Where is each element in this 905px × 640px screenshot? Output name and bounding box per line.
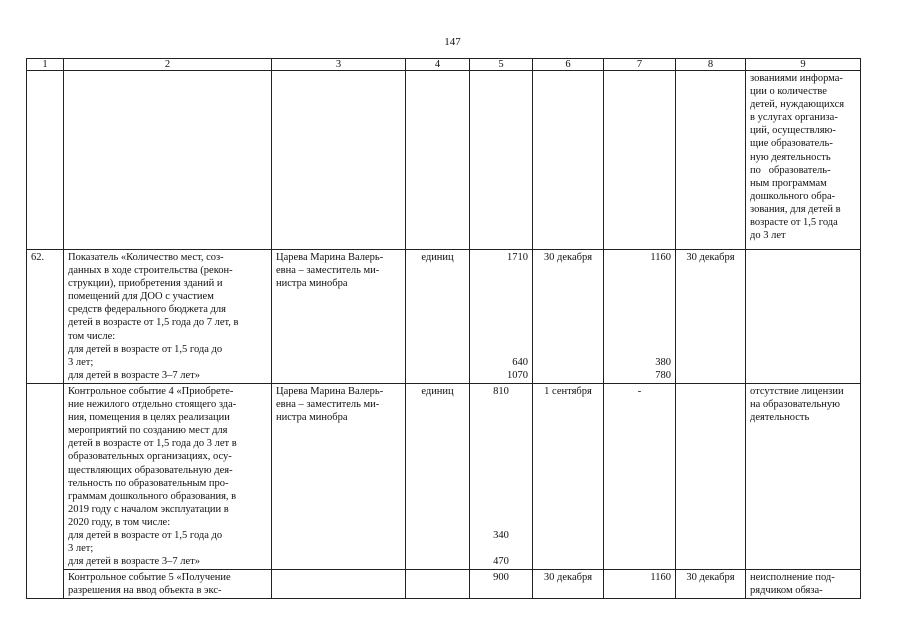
- description-line: Контрольное событие 5 «Получение: [68, 572, 231, 584]
- value-total: 1710: [507, 252, 528, 263]
- description-line: для детей в возрасте 3–7 лет»: [68, 556, 200, 568]
- column-header: 6: [533, 59, 604, 71]
- value-1-3-years: 340: [493, 529, 509, 541]
- column-header: 7: [604, 59, 676, 71]
- description-line: образовательных организациях, осу-: [68, 451, 232, 463]
- date-2020-cell: 30 декабря: [676, 570, 746, 599]
- event-description: [64, 570, 272, 599]
- column-header: 1: [27, 59, 64, 71]
- table-row-continuation: [27, 71, 861, 250]
- value-2019-cell: 900: [470, 570, 533, 599]
- responsible-line: нистра минобра: [276, 412, 348, 424]
- risk-text-line: отсутствие лицензии: [750, 385, 844, 397]
- value-total: 1160: [650, 252, 671, 263]
- page-number: 147: [444, 36, 461, 48]
- risk-text-line: на образовательную: [750, 399, 840, 411]
- value-total: 810: [493, 385, 509, 397]
- risk-text-line: ным программам: [750, 177, 827, 189]
- row-number: 62.: [27, 250, 64, 384]
- risk-text-line: ций, осуществляю-: [750, 125, 836, 137]
- value-3-7-years: 470: [493, 556, 509, 568]
- value-3-7-years: 1070: [507, 369, 528, 381]
- table-cell: [470, 71, 533, 250]
- table-row-event-4: [27, 383, 861, 569]
- risk-text-line: возрасте от 1,5 года: [750, 217, 838, 229]
- column-header: 4: [406, 59, 470, 71]
- description-line: 3 лет;: [68, 356, 94, 368]
- responsible-line: евна – заместитель ми-: [276, 265, 380, 277]
- risk-cell: [746, 570, 861, 599]
- description-line: для детей в возрасте от 1,5 года до: [68, 343, 223, 355]
- risk-text-line: ную деятельность: [750, 151, 831, 163]
- description-line: для детей в возрасте 3–7 лет»: [68, 369, 200, 381]
- value-2019-cell: [470, 250, 533, 384]
- risk-text-line: неисполнение под-: [750, 572, 835, 584]
- description-line: том числе:: [68, 330, 116, 342]
- header-row: [27, 59, 861, 71]
- column-header: 2: [64, 59, 272, 71]
- value-2020-cell: [604, 250, 676, 384]
- description-line: ния, помещения в целях реализации: [68, 412, 230, 424]
- risk-text-line: дошкольного обра-: [750, 190, 836, 202]
- column-header: 8: [676, 59, 746, 71]
- responsible-person: [272, 383, 406, 569]
- description-line: помещений для ДОО с участием: [68, 291, 214, 303]
- description-line: разрешения на ввод объекта в экс-: [68, 585, 222, 597]
- description-line: детей в возрасте от 1,5 года до 3 лет в: [68, 438, 237, 450]
- description-line: мероприятий по созданию мест для: [68, 425, 228, 437]
- description-line: средств федерального бюджета для: [68, 304, 226, 316]
- document-table-wrapper: [26, 58, 861, 599]
- description-line: данных в ходе строительства (рекон-: [68, 265, 233, 277]
- description-line: Показатель «Количество мест, соз-: [68, 252, 224, 263]
- value-3-7-years: 780: [655, 369, 671, 381]
- risk-cell: [746, 71, 861, 250]
- risk-cell: [746, 383, 861, 569]
- table-row-62: [27, 250, 861, 384]
- table-cell: [272, 71, 406, 250]
- date-2019-cell: 30 декабря: [533, 570, 604, 599]
- indicator-description: [64, 250, 272, 384]
- table-cell: [604, 71, 676, 250]
- description-line: ние нежилого отдельно стоящего зда-: [68, 399, 237, 411]
- value-2020-cell: 1160: [604, 570, 676, 599]
- table-cell: [64, 71, 272, 250]
- date-2019-cell: 1 сентября: [533, 383, 604, 569]
- description-line: 3 лет;: [68, 543, 94, 555]
- unit-cell: [406, 570, 470, 599]
- risk-cell: [746, 250, 861, 384]
- risk-text-line: зованиями информа-: [750, 73, 843, 84]
- value-1-3-years: 640: [512, 356, 528, 368]
- value-2019-cell: [470, 383, 533, 569]
- description-line: ществляющих образовательную дея-: [68, 464, 233, 476]
- responsible-person: [272, 250, 406, 384]
- unit-cell: единиц: [406, 383, 470, 569]
- description-line: 2020 году, в том числе:: [68, 516, 171, 528]
- risk-text-line: детей, нуждающихся: [750, 99, 845, 111]
- risk-text-line: по образователь-: [750, 164, 831, 176]
- table-cell: [676, 383, 746, 569]
- unit-cell: единиц: [406, 250, 470, 384]
- column-header: 9: [746, 59, 861, 71]
- value-1-3-years: 380: [655, 356, 671, 368]
- risk-text-line: в услугах организа-: [750, 112, 838, 124]
- date-2019-cell: 30 декабря: [533, 250, 604, 384]
- table-row-event-5: [27, 570, 861, 599]
- responsible-line: нистра минобра: [276, 278, 348, 290]
- table-cell: [27, 383, 64, 569]
- date-2020-cell: 30 декабря: [676, 250, 746, 384]
- plan-table: [26, 58, 861, 599]
- risk-text-line: щие образователь-: [750, 138, 833, 150]
- responsible-line: Царева Марина Валерь-: [276, 385, 384, 397]
- event-description: [64, 383, 272, 569]
- risk-text-line: зования, для детей в: [750, 203, 841, 215]
- description-line: струкции), приобретения зданий и: [68, 278, 223, 290]
- description-line: детей в возрасте от 1,5 года до 7 лет, в: [68, 317, 239, 329]
- description-line: 2019 году с началом эксплуатации в: [68, 503, 229, 515]
- value-2020-cell: -: [604, 383, 676, 569]
- column-header: 5: [470, 59, 533, 71]
- description-line: граммам дошкольного образования, в: [68, 490, 237, 502]
- table-cell: [27, 71, 64, 250]
- responsible-person: [272, 570, 406, 599]
- table-cell: [27, 570, 64, 599]
- risk-text-line: ции о количестве: [750, 86, 827, 98]
- responsible-line: Царева Марина Валерь-: [276, 252, 384, 263]
- table-cell: [533, 71, 604, 250]
- risk-text-line: деятельность: [750, 412, 810, 424]
- description-line: Контрольное событие 4 «Приобрете-: [68, 385, 234, 397]
- table-cell: [406, 71, 470, 250]
- table-cell: [676, 71, 746, 250]
- description-line: тельность по образовательным про-: [68, 477, 229, 489]
- responsible-line: евна – заместитель ми-: [276, 399, 380, 411]
- column-header: 3: [272, 59, 406, 71]
- risk-text-line: до 3 лет: [750, 230, 786, 242]
- description-line: для детей в возрасте от 1,5 года до: [68, 529, 223, 541]
- risk-text-line: рядчиком обяза-: [750, 585, 823, 597]
